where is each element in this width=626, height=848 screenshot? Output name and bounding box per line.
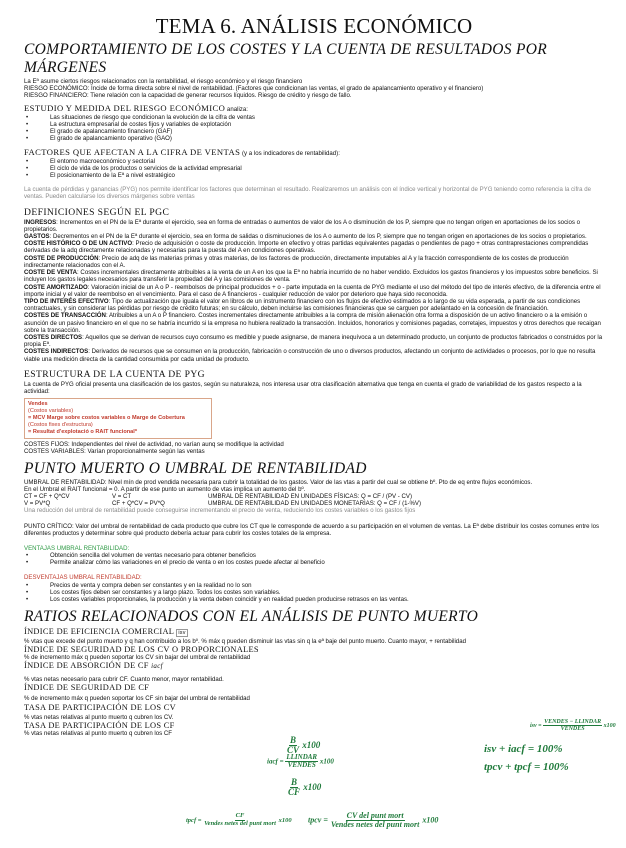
ratio-text: % vtas que excede del punto muerto y q han contribuido a los bº. % máx q pueden disminuir las vtas sin q la eª baje del punto muerto. Cuanto mayor, + rentabilidad <box>24 637 466 645</box>
section-heading-ratios: RATIOS RELACIONADOS CON EL ANÁLISIS DE PUNTO MUERTO <box>24 607 479 625</box>
box-line: (Costos variables) <box>28 408 74 415</box>
ratio-heading: TASA DE PARTICIPACIÓN DE LOS CF <box>24 720 175 730</box>
ratio-text: % vtas netas relativas al punto muerto q cubren los CF <box>24 729 173 737</box>
definition-item: COSTE AMORTIZADO: Valoración inicial de un A o P - reembolsos de principal producidos + o - parte imputada en la cuenta de PYG mediante el uso del método del tipo de interés efectivo, de la diferencia entre el importe inicial y el valor de reembolso en el vencimiento. Para el caso de A financieros - cualquier reducción de valor por deterioro que haya sido reconocida. <box>24 283 601 298</box>
subheading-factores: FACTORES QUE AFECTAN A LA CIFRA DE VENTAS (y a los indicadores de rentabilidad): <box>24 146 340 157</box>
factores-list <box>24 158 604 179</box>
ratio-text: % vtas netas necesario para cubrir CF. Cuanto menor, mayor rentabilidad. <box>24 676 224 684</box>
list-item: • El ciclo de vida de los productos o servicios de la actividad empresarial <box>24 165 604 172</box>
estructura-line: COSTES VARIABLES: Varían proporcionalmente según las ventas <box>24 448 205 456</box>
punto-critico: PUNTO CRÍTICO: Valor del umbral de rentabilidad de cada producto que cubre los CT que le corresponde de acuerdo a su participación en el volumen de ventas. La Eª debe distribuir los costes comunes entre los diferentes productos y determinar sobre qué producto debería actuar para cubrir los costes totales de la empresa. <box>24 522 600 537</box>
ratio-heading: ÍNDICE DE ABSORCIÓN DE CF iacf <box>24 661 163 671</box>
formula-iacf: iacf = $\frac{\text{LLINDAR}}{\text{VENDES}}$ x100 <box>267 753 334 770</box>
list-item: • Obtención sencilla del volumen de ventas necesario para obtener beneficios <box>24 552 604 559</box>
formula-tpcv-tpcf-sum: tpcv + tpcf = 100% <box>484 761 569 773</box>
ratio-text: % de incremento máx q pueden soportar los CV sin bajar del umbral de rentabilidad <box>24 654 251 662</box>
subheading-estudio: ESTUDIO Y MEDIDA DEL RIESGO ECONÓMICO analiza: <box>24 102 248 113</box>
margin-structure-box <box>24 398 212 439</box>
formula-row: CT = CF + Q*CV V = CT UMBRAL DE RENTABILIDAD EN UNIDADES FÍSICAS: Q = CF / (PV - CV) <box>24 492 413 500</box>
list-item: • Permite analizar cómo las variaciones en el precio de venta o en los costes puede afectar al beneficio <box>24 559 604 566</box>
list-item: • La estructura empresarial de costes fijos y variables de explotación <box>24 121 604 128</box>
ventajas-heading: VENTAJAS UMBRAL RENTABILIDAD: <box>24 544 130 552</box>
intro-line: RIESGO ECONÓMICO: Incide de forma directa sobre el nivel de rentabilidad. (Factores que condicionan las ventas, el grado de apalancamiento operativo y el financiero) <box>24 85 484 93</box>
formula-row: V = PV*Q CF + Q*CV = PV*Q UMBRAL DE RENTABILIDAD EN UNIDADES MONETARIAS: Q = CF / (1-%V) <box>24 500 422 508</box>
box-line: = MCV Marge sobre costos variables o Marge de Cobertura <box>28 415 185 422</box>
ratio-heading: ÍNDICE DE EFICIENCIA COMERCIAL isv <box>24 626 186 636</box>
formula-isv-iacf-sum: isv + iacf = 100% <box>484 743 563 755</box>
ratio-heading: ÍNDICE DE SEGURIDAD DE LOS CV O PROPORCIONALES <box>24 645 259 655</box>
ratio-text: % vtas netas relativas al punto muerto q cubren los CV. <box>24 713 174 721</box>
list-item: • Los costes fijos deben ser constantes y a largo plazo. Todos los costes son variables. <box>24 589 604 596</box>
section-heading-umbral: PUNTO MUERTO O UMBRAL DE RENTABILIDAD <box>24 459 367 477</box>
ratios-list <box>24 626 466 737</box>
pyg-note: La cuenta de pérdidas y ganancias (PYG) nos permite identificar los factores que determinan el resultado. Realizaremos un análisis con el índice vertical y horizontal de PYG teniendo como referencia la cifra de ventas. Pueden calcularse los diversos márgenes sobre ventas <box>24 186 592 201</box>
list-item: • Los costes variables proporcionales, la producción y la venta deben coincidir y en realidad pueden producirse retrasos en las ventas. <box>24 596 604 603</box>
intro-line: La Eª asume ciertos riesgos relacionados con la rentabilidad, el riesgo económico y el riesgo financiero <box>24 78 303 85</box>
box-line: Vendes <box>28 401 48 408</box>
umbral-intro: En el Umbral el RAIT funcional = 0. A partir de ese punto un aumento de vtas implica un aumento del bº. <box>24 485 306 493</box>
definition-item: COSTE DE PRODUCCIÓN: Precio de adq de las materias primas y otras materias, de los factores de producción, directamente imputables al A y la fracción correspondiente de los costes de producción indirectamente relacionados con el A. <box>24 254 569 269</box>
ventajas-list <box>24 552 604 566</box>
document-title: TEMA 6. ANÁLISIS ECONÓMICO <box>155 14 473 38</box>
definition-item: COSTES DIRECTOS: Aquellos que se derivan de recursos cuyo consumo es medible y puede asignarse, de manera inequívoca a un determinado producto, un conjunto de productos fabricados o construidos por la propia Eª. <box>24 333 603 349</box>
definition-item: COSTE HISTÓRICO O DE UN ACTIVO: Precio de adquisición o coste de producción. Importe en efectivo y otras partidas equivalentes pagadas o pendientes de pago + otras contraprestaciones comprendidas derivadas de la adq directamente relacionadas y necesarias para la puesta del A en condiciones operativas. <box>24 240 589 255</box>
box-line: (Costos fixes d'estructura) <box>28 422 93 429</box>
estructura-intro: La cuenta de PYG oficial presenta una clasificación de los gastos, según su naturaleza, nos interesa usar otra clasificación alternativa que tenga en cuenta el grado de variabilidad de los gastos respecto a la actividad: <box>24 380 582 395</box>
subheading-estructura: ESTRUCTURA DE LA CUENTA DE PYG <box>24 368 205 380</box>
list-item: • El posicionamiento de la Eª a nivel estratégico <box>24 172 604 179</box>
ratio-heading: TASA DE PARTICIPACIÓN DE LOS CV <box>24 702 176 712</box>
desventajas-heading: DESVENTAJAS UMBRAL RENTABILIDAD: <box>24 574 142 582</box>
formula-tpcf: tpcf = $\frac{CF}{\text{Vendes netes del punt mort}}$ x100 <box>186 812 292 827</box>
definitions-list <box>24 219 604 363</box>
formula-isv: isv = $\frac{\text{VENDES − LLINDAR}}{\text{VENDES}}$ x100 <box>530 719 616 733</box>
definition-item: COSTES INDIRECTOS: Derivados de recursos que se consumen en la producción, fabricación o construcción de uno o diversos productos, afectando un conjunto de actividades o procesos, por lo que no resulta viable una medición directa de la cantidad consumida por cada unidad de producto. <box>24 348 596 363</box>
list-item: • El grado de apalancamiento financiero (GAF) <box>24 128 604 135</box>
list-item: • El entorno macroeconómico y sectorial <box>24 158 604 165</box>
estudio-list <box>24 114 604 142</box>
formula-b-over-cf: $\frac{B}{CF}$ x100 <box>288 777 322 798</box>
list-item: • El grado de apalancamiento operativo (GAO) <box>24 135 604 142</box>
formula-b-over-cv: $\frac{B}{CV}$ x100 <box>287 735 321 756</box>
box-line: = Resultat d'explotació o RAIT funcional* <box>28 429 138 436</box>
subheading-definiciones: DEFINICIONES SEGÚN EL PGC <box>24 206 170 218</box>
ratio-text: % de incremento máx q pueden soportar los CF sin bajar del umbral de rentabilidad <box>24 695 250 703</box>
formula-tpcv: tpcv = $\frac{\text{CV del punt mort}}{\text{Vendes netes del punt mort}}$ x100 <box>308 811 439 830</box>
intro-line: RIESGO FINANCIERO: Tiene relación con la capacidad de generar recursos líquidos. Riesgo de crédito y riesgo de fallo. <box>24 92 352 100</box>
estructura-line: COSTES FIJOS: Independientes del nivel de actividad, no varían aunq se modifique la actividad <box>24 441 284 449</box>
ratio-heading: ÍNDICE DE SEGURIDAD DE CF <box>24 683 150 693</box>
definition-item: TIPO DE INTERÉS EFECTIVO: Tipo de actualización que iguala el valor en libros de un instrumento financiero con los flujos de efectivo estimados a lo largo de su vida esperada, a partir de sus condiciones contractuales, y sin considerar las pérdidas por riesgo de crédito futuras; en su cálculo, deben incluirse las comisiones financieras que se carguen por adelantado en la concesión de financiación. <box>24 297 581 313</box>
umbral-gray-note: Una reducción del umbral de rentabilidad puede conseguirse incrementando el precio de venta, reduciendo los costes variables o los gastos fijos <box>24 507 416 515</box>
definition-item: COSTES DE TRANSACCIÓN: Atribuibles a un A o P financiero. Costes incrementales directamente atribuibles a la compra de misión alienación otra forma a disposición de un activo financiero o a la emisión o asunción de un pasivo financiero en el que no se habría incurrido si la empresa no hubiera realizado la transacción. Incluidos, honorarios y comisiones pagadas, corretajes, impuestos y otros derechos que recaigan sobre la transacción. <box>24 312 601 334</box>
definition-item: INGRESOS: Incrementos en el PN de la Eª durante el ejercicio, sea en forma de entradas o aumentos de valor de los A o disminución de los P, siempre que no tengan origen en aportaciones de los socios o propietarios. <box>24 218 580 233</box>
definition-item: COSTE DE VENTA: Costes incrementales directamente atribuibles a la venta de un A en los que la Eª no habría incurrido de no haber vendido. Excluidos los gastos financieros y los impuestos sobre beneficios. Si incluyen los gastos legales necesarios para transferir la propiedad del A y las comisiones de venta. <box>24 269 598 284</box>
definition-item: GASTOS: Decrementos en el PN de la Eª durante el ejercicio, sea en forma de salidas o disminuciones de los A o aumento de los P, siempre que no tengan origen en aportaciones de los socios o propietarios. <box>24 233 587 241</box>
desventajas-list <box>24 582 604 603</box>
section-heading-costes: COMPORTAMIENTO DE LOS COSTES Y LA CUENTA DE RESULTADOS POR MÁRGENES <box>24 41 548 76</box>
document-page <box>24 10 604 737</box>
list-item: • Precios de venta y compra deben ser constantes y en la realidad no lo son <box>24 582 604 589</box>
list-item: • Las situaciones de riesgo que condicionan la evolución de la cifra de ventas <box>24 114 604 121</box>
umbral-intro: UMBRAL DE RENTABILIDAD: Nivel mín de prod vendida necesaria para cubrir la totalidad de los gastos. Valor de las vtas a partir del cual se obtiene bº. Pto de eq entre flujos económicos. <box>24 478 533 486</box>
